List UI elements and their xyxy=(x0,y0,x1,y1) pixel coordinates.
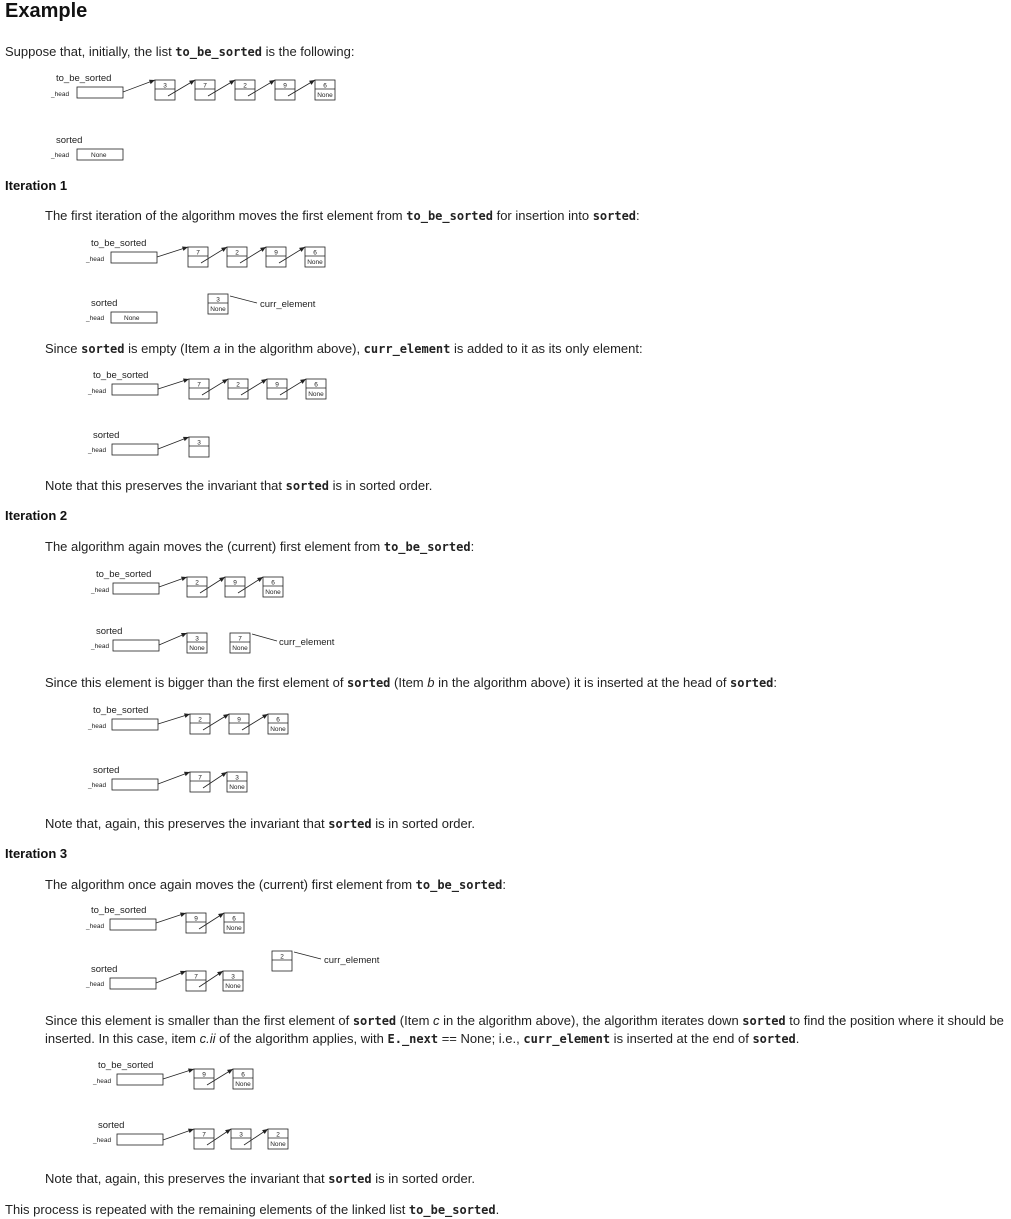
list-node xyxy=(194,1129,214,1149)
node-value: 2 xyxy=(198,716,202,724)
node-value: 3 xyxy=(235,774,239,782)
node-list xyxy=(158,772,247,792)
node-list xyxy=(123,80,335,100)
none-label: None xyxy=(265,589,281,596)
arrow-head xyxy=(149,80,155,84)
head-pointer-box xyxy=(113,583,159,594)
label-head: _head xyxy=(86,256,105,263)
list-node xyxy=(263,577,283,597)
arrow-head xyxy=(262,1129,268,1134)
iteration-1-text-2: Since sorted is empty (Item a in the algorithm above), curr_element is added to it as its only element: xyxy=(45,341,643,356)
arrow-head xyxy=(225,1129,231,1134)
diagram-iteration-3a xyxy=(85,902,405,1000)
node-value: 3 xyxy=(197,439,201,447)
arrow-head xyxy=(183,378,189,382)
list-node xyxy=(266,247,286,267)
list-node xyxy=(208,294,228,314)
node-value: 6 xyxy=(313,249,317,257)
arrow-head xyxy=(257,577,263,582)
list-node xyxy=(190,772,210,792)
arrow-head xyxy=(188,1129,194,1133)
arrow-head xyxy=(227,1069,233,1074)
label-to-be-sorted: to_be_sorted xyxy=(91,238,147,249)
curr-node xyxy=(230,633,250,653)
iteration-3-text-3: Note that, again, this preserves the invariant that sorted is in sorted order. xyxy=(45,1171,475,1186)
none-label: None xyxy=(270,726,286,733)
list-node xyxy=(188,247,208,267)
iteration-2-text-2: Since this element is bigger than the first element of sorted (Item b in the algorithm above) it is inserted at the head of sorted: xyxy=(45,675,778,690)
node-value: 7 xyxy=(202,1131,206,1139)
node-value: 2 xyxy=(236,381,240,389)
node-value: 9 xyxy=(275,381,279,389)
arrow-head xyxy=(309,80,315,85)
arrow-head xyxy=(183,437,189,441)
head-pointer-box xyxy=(112,719,158,730)
arrow-head xyxy=(300,379,306,384)
node-value: 3 xyxy=(231,973,235,981)
diagram-iteration-1a xyxy=(85,235,385,330)
head-pointer-box xyxy=(117,1134,163,1145)
arrow-head xyxy=(189,80,195,85)
node-value: 9 xyxy=(202,1071,206,1079)
arrow-head xyxy=(261,379,267,384)
list-node xyxy=(233,1069,253,1089)
node-value: 2 xyxy=(276,1131,280,1139)
list-node xyxy=(268,714,288,734)
arrow-head xyxy=(180,913,186,917)
list-node xyxy=(272,951,292,971)
iteration-3-text-1: The algorithm once again moves the (current) first element from to_be_sorted: xyxy=(45,877,506,892)
none-label: None xyxy=(210,306,226,313)
list-node xyxy=(223,971,243,991)
label-head: _head xyxy=(91,643,110,650)
diagram-iteration-2b xyxy=(87,702,387,800)
node-value: 7 xyxy=(198,774,202,782)
arrow-head xyxy=(219,577,225,582)
label-sorted: sorted xyxy=(96,626,123,637)
list-node xyxy=(227,247,247,267)
none-label: None xyxy=(229,784,245,791)
node-list xyxy=(157,246,325,267)
final-paragraph: This process is repeated with the remaining elements of the linked list to_be_sorted. xyxy=(5,1202,500,1217)
list-node xyxy=(275,80,295,100)
iteration-3-heading: Iteration 3 xyxy=(5,846,68,861)
head-pointer-box xyxy=(112,444,158,455)
label-head: _head xyxy=(86,981,105,988)
node-value: 9 xyxy=(194,915,198,923)
node-value: 7 xyxy=(196,249,200,257)
head-pointer-box xyxy=(112,779,158,790)
node-list xyxy=(159,633,207,653)
curr-element-label: curr_element xyxy=(279,637,335,648)
node-value: 3 xyxy=(216,296,220,304)
label-sorted: sorted xyxy=(56,135,83,146)
node-value: 9 xyxy=(274,249,278,257)
list-node xyxy=(228,379,248,399)
node-value: 3 xyxy=(239,1131,243,1139)
label-to-be-sorted: to_be_sorted xyxy=(93,370,149,381)
list-node xyxy=(227,772,247,792)
list-node xyxy=(194,1069,214,1089)
label-sorted: sorted xyxy=(93,430,120,441)
arrow-head xyxy=(184,713,190,717)
arrow-head xyxy=(188,1068,194,1072)
head-pointer-box xyxy=(111,252,157,263)
list-node xyxy=(225,577,245,597)
list-node xyxy=(190,714,210,734)
label-head: _head xyxy=(86,315,105,322)
arrow-head xyxy=(218,913,224,918)
arrow-head xyxy=(223,714,229,719)
label-sorted: sorted xyxy=(93,765,120,776)
label-head: _head xyxy=(88,782,107,789)
label-head: _head xyxy=(51,91,70,98)
node-list xyxy=(156,971,243,991)
node-value: 2 xyxy=(243,82,247,90)
head-pointer-box xyxy=(110,919,156,930)
iteration-1-text-3: Note that this preserves the invariant that sorted is in sorted order. xyxy=(45,478,433,493)
list-node xyxy=(315,80,335,100)
node-value: 6 xyxy=(276,716,280,724)
none-label: None xyxy=(226,925,242,932)
none-label: None xyxy=(91,152,107,159)
arrow-head xyxy=(229,80,235,85)
intro-paragraph: Suppose that, initially, the list to_be_sorted is the following: xyxy=(5,44,355,59)
node-value: 2 xyxy=(235,249,239,257)
list-node xyxy=(230,633,250,653)
list-node xyxy=(186,971,206,991)
node-value: 9 xyxy=(233,579,237,587)
list-node xyxy=(187,577,207,597)
label-to-be-sorted: to_be_sorted xyxy=(96,569,152,580)
list-node xyxy=(305,247,325,267)
none-label: None xyxy=(225,983,241,990)
none-label: None xyxy=(189,645,205,652)
list-node xyxy=(267,379,287,399)
curr-element-label: curr_element xyxy=(260,299,316,310)
node-list xyxy=(158,378,326,399)
curr-element-arrow xyxy=(252,634,277,641)
iteration-2-heading: Iteration 2 xyxy=(5,508,68,523)
node-value: 9 xyxy=(283,82,287,90)
node-list xyxy=(159,577,283,597)
diagram-iteration-2a xyxy=(90,566,390,662)
label-head: _head xyxy=(88,447,107,454)
list-node xyxy=(155,80,175,100)
list-node xyxy=(224,913,244,933)
diagram-initial xyxy=(50,70,350,165)
list-node xyxy=(187,633,207,653)
none-label: None xyxy=(308,391,324,398)
node-value: 6 xyxy=(232,915,236,923)
head-pointer-box xyxy=(112,384,158,395)
label-sorted: sorted xyxy=(98,1120,125,1131)
node-value: 6 xyxy=(323,82,327,90)
arrow-head xyxy=(262,714,268,719)
list-node xyxy=(268,1129,288,1149)
list-node xyxy=(306,379,326,399)
iteration-3-text-2: Since this element is smaller than the first element of sorted (Item c in the algorithm above), the algorithm iterates down sorted to find the position where it should be inserted. In this case, item c.ii of the algorithm applies, with E._next == None; i.e., curr_element is inserted at the end of sorted. xyxy=(45,1013,1004,1046)
node-value: 2 xyxy=(195,579,199,587)
node-list xyxy=(156,913,244,933)
node-value: 9 xyxy=(237,716,241,724)
list-node xyxy=(189,379,209,399)
none-label: None xyxy=(124,315,140,322)
arrow-head xyxy=(182,246,188,250)
head-pointer-box xyxy=(113,640,159,651)
label-to-be-sorted: to_be_sorted xyxy=(98,1060,154,1071)
none-label: None xyxy=(317,92,333,99)
head-pointer-box xyxy=(110,978,156,989)
iteration-2-text-1: The algorithm again moves the (current) first element from to_be_sorted: xyxy=(45,539,475,554)
list-node xyxy=(231,1129,251,1149)
label-head: _head xyxy=(88,388,107,395)
label-sorted: sorted xyxy=(91,964,118,975)
node-value: 6 xyxy=(314,381,318,389)
page-title: Example xyxy=(5,0,88,22)
node-value: 7 xyxy=(197,381,201,389)
none-label: None xyxy=(235,1081,251,1088)
node-value: 3 xyxy=(163,82,167,90)
arrow-head xyxy=(299,247,305,252)
node-list xyxy=(158,437,209,457)
arrow-head xyxy=(222,379,228,384)
node-value: 2 xyxy=(280,953,284,961)
curr-element-arrow xyxy=(294,952,321,959)
arrow-head xyxy=(269,80,275,85)
none-label: None xyxy=(270,1141,286,1148)
node-list xyxy=(163,1129,288,1149)
node-value: 7 xyxy=(238,635,242,643)
label-head: _head xyxy=(86,923,105,930)
curr-element-label: curr_element xyxy=(324,955,380,966)
node-value: 6 xyxy=(271,579,275,587)
list-node xyxy=(189,437,209,457)
node-value: 6 xyxy=(241,1071,245,1079)
label-head: _head xyxy=(91,587,110,594)
list-node xyxy=(186,913,206,933)
label-to-be-sorted: to_be_sorted xyxy=(91,905,147,916)
list-node xyxy=(195,80,215,100)
node-value: 3 xyxy=(195,635,199,643)
diagram-iteration-1b xyxy=(87,367,387,465)
node-value: 7 xyxy=(203,82,207,90)
node-list xyxy=(163,1068,253,1089)
list-node xyxy=(235,80,255,100)
curr-node xyxy=(272,951,292,971)
label-head: _head xyxy=(93,1078,112,1085)
list-node xyxy=(229,714,249,734)
arrow-head xyxy=(217,971,223,976)
arrow-head xyxy=(260,247,266,252)
arrow-head xyxy=(181,577,187,581)
head-pointer-box xyxy=(117,1074,163,1085)
label-head: _head xyxy=(88,723,107,730)
label-to-be-sorted: to_be_sorted xyxy=(93,705,149,716)
arrow-head xyxy=(221,247,227,252)
arrow-head xyxy=(180,971,186,975)
iteration-1-text-1: The first iteration of the algorithm moves the first element from to_be_sorted for insertion into sorted: xyxy=(45,208,640,223)
head-pointer-box xyxy=(77,87,123,98)
arrow-head xyxy=(184,772,190,776)
diagram-iteration-3b xyxy=(92,1057,412,1157)
curr-element-arrow xyxy=(230,296,257,303)
iteration-1-heading: Iteration 1 xyxy=(5,178,68,193)
label-to-be-sorted: to_be_sorted xyxy=(56,73,112,84)
curr-node xyxy=(208,294,228,314)
node-list xyxy=(158,713,288,734)
label-sorted: sorted xyxy=(91,298,118,309)
none-label: None xyxy=(307,259,323,266)
iteration-2-text-3: Note that, again, this preserves the invariant that sorted is in sorted order. xyxy=(45,816,475,831)
label-head: _head xyxy=(51,152,70,159)
label-head: _head xyxy=(93,1137,112,1144)
arrow-head xyxy=(221,772,227,777)
node-value: 7 xyxy=(194,973,198,981)
none-label: None xyxy=(232,645,248,652)
